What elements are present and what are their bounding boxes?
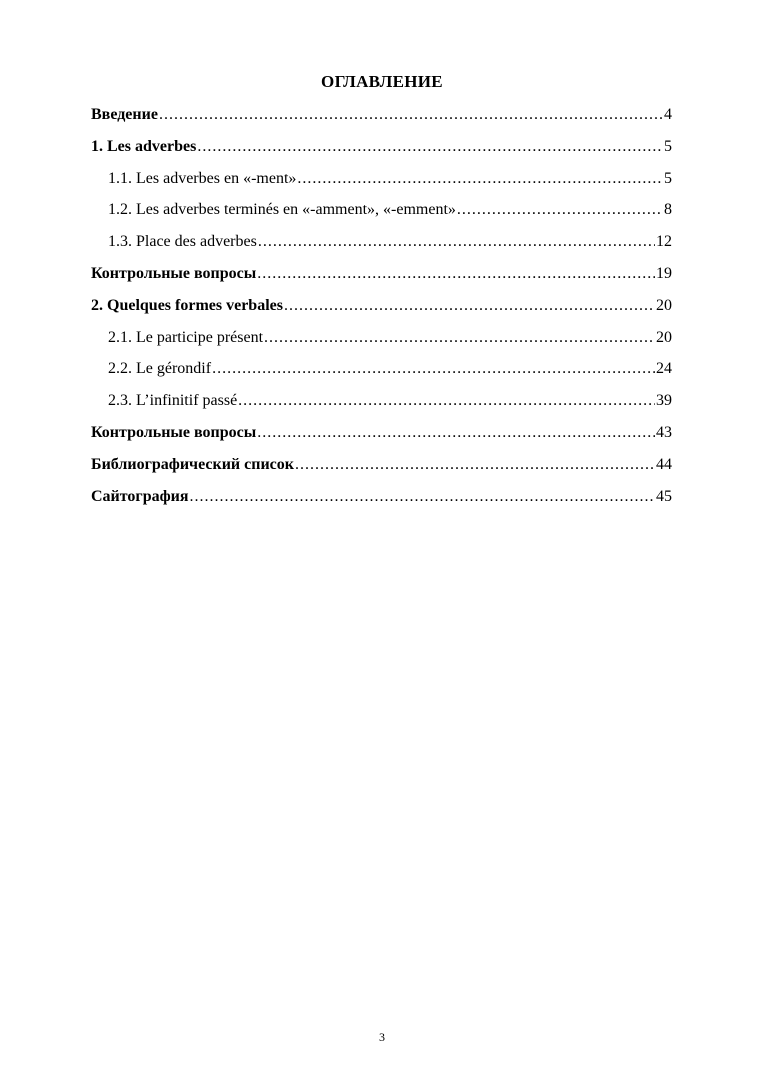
- dot-leader: [457, 199, 663, 221]
- toc-entry-page: 20: [656, 296, 672, 314]
- toc-entry-label: 2.1. Le participe présent: [108, 328, 264, 346]
- toc-entry-page: 20: [656, 328, 672, 346]
- toc-entry-adverbes-amment-emment[interactable]: [91, 199, 672, 231]
- toc-entry-control-questions-2[interactable]: [91, 422, 672, 454]
- toc-entry-label: 2.3. L’infinitif passé: [108, 392, 238, 410]
- dot-leader: [257, 422, 655, 444]
- dot-leader: [284, 295, 655, 317]
- toc-entry-label: 2.2. Le gérondif: [108, 360, 212, 378]
- toc-entry-formes-verbales[interactable]: [91, 295, 672, 327]
- toc-entry-page: 8: [664, 201, 672, 219]
- toc-entry-introduction[interactable]: [91, 104, 672, 136]
- toc-entry-page: 45: [656, 487, 672, 505]
- toc-entry-page: 43: [656, 423, 672, 441]
- toc-entry-webography[interactable]: [91, 486, 672, 518]
- toc-entry-label: Контрольные вопросы: [91, 264, 257, 282]
- toc-entry-gerondif[interactable]: [91, 358, 672, 390]
- toc-entry-label: 1.1. Les adverbes en «-ment»: [108, 169, 297, 187]
- toc-entry-page: 12: [656, 233, 672, 251]
- toc-entry-infinitif-passe[interactable]: [91, 390, 672, 422]
- dot-leader: [238, 390, 655, 412]
- toc-entry-label: 2. Quelques formes verbales: [91, 296, 283, 314]
- toc-entry-label: Контрольные вопросы: [91, 423, 257, 441]
- toc-entry-page: 5: [664, 137, 672, 155]
- toc-entry-les-adverbes[interactable]: [91, 136, 672, 168]
- dot-leader: [258, 231, 655, 253]
- toc-entry-place-des-adverbes[interactable]: [91, 231, 672, 263]
- dot-leader: [297, 168, 663, 190]
- toc-entry-label: 1.2. Les adverbes terminés en «-amment», «-emment»: [108, 201, 456, 219]
- toc-entry-label: Сайтография: [91, 487, 189, 505]
- dot-leader: [264, 327, 655, 349]
- toc-entry-label: 1.3. Place des adverbes: [108, 233, 257, 251]
- toc-entry-page: 19: [656, 264, 672, 282]
- dot-leader: [190, 486, 655, 508]
- toc-entry-control-questions-1[interactable]: [91, 263, 672, 295]
- page-number: 3: [379, 1030, 385, 1044]
- toc-title: ОГЛАВЛЕНИЕ: [321, 72, 443, 91]
- dot-leader: [197, 136, 663, 158]
- toc-entry-label: Библиографический список: [91, 455, 294, 473]
- dot-leader: [295, 454, 655, 476]
- toc-entry-page: 39: [656, 392, 672, 410]
- toc-entry-page: 5: [664, 169, 672, 187]
- dot-leader: [159, 104, 663, 126]
- toc-entry-page: 44: [656, 455, 672, 473]
- table-of-contents: [91, 104, 672, 517]
- toc-entry-bibliography[interactable]: [91, 454, 672, 486]
- dot-leader: [212, 358, 655, 380]
- toc-entry-participe-present[interactable]: [91, 327, 672, 359]
- toc-entry-label: 1. Les adverbes: [91, 137, 197, 155]
- toc-entry-label: Введение: [91, 106, 158, 123]
- toc-entry-adverbes-ment[interactable]: [91, 168, 672, 200]
- dot-leader: [257, 263, 655, 285]
- toc-entry-page: 4: [664, 106, 672, 123]
- toc-entry-page: 24: [656, 360, 672, 378]
